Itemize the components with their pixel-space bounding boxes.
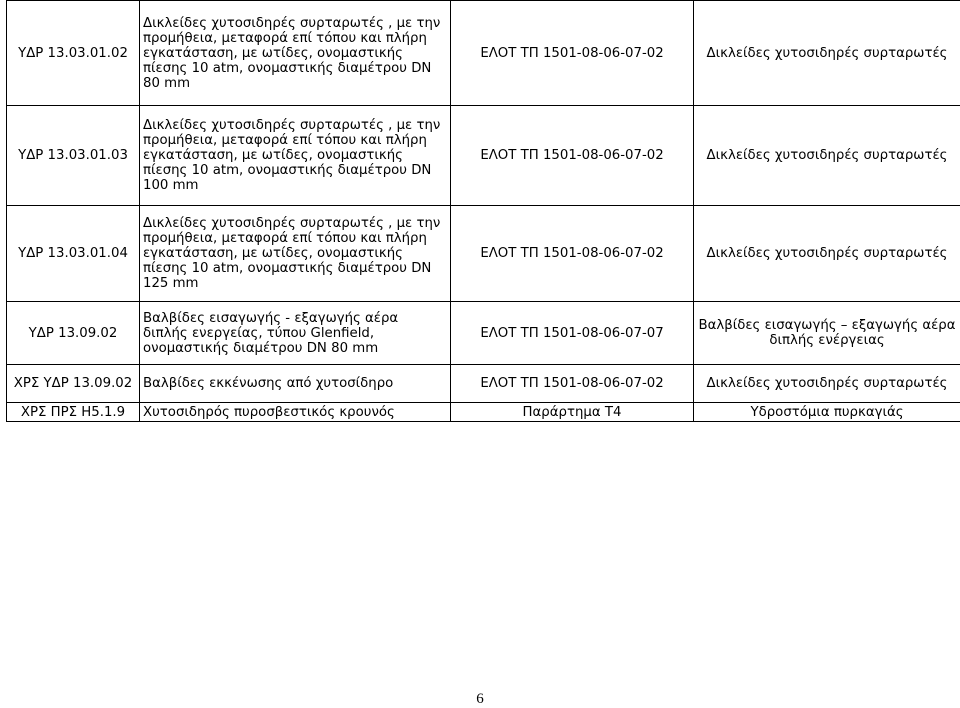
item-category: Δικλείδες χυτοσιδηρές συρταρωτές <box>694 1 960 106</box>
item-standard: Παράρτημα Τ4 <box>451 403 694 422</box>
item-description: Δικλείδες χυτοσιδηρές συρταρωτές , με την προμήθεια, μεταφορά επί τόπου και πλήρη εγκατάσταση, με ωτίδες, ονομαστικής πίεσης 10 atm, ονομαστικής διαμέτρου DN 125 mm <box>140 206 451 302</box>
item-description: Βαλβίδες εκκένωσης από χυτοσίδηρο <box>140 365 451 403</box>
table-row <box>7 1 960 106</box>
item-code: ΥΔΡ 13.09.02 <box>7 302 140 365</box>
item-standard: ΕΛΟΤ ΤΠ 1501-08-06-07-07 <box>451 302 694 365</box>
item-description: Δικλείδες χυτοσιδηρές συρταρωτές , με την προμήθεια, μεταφορά επί τόπου και πλήρη εγκατάσταση, με ωτίδες, ονομαστικής πίεσης 10 atm, ονομαστικής διαμέτρου DN 100 mm <box>140 106 451 206</box>
item-standard: ΕΛΟΤ ΤΠ 1501-08-06-07-02 <box>451 106 694 206</box>
table-row <box>7 302 960 365</box>
item-standard: ΕΛΟΤ ΤΠ 1501-08-06-07-02 <box>451 365 694 403</box>
table-row <box>7 403 960 422</box>
item-code: ΥΔΡ 13.03.01.02 <box>7 1 140 106</box>
item-category: Δικλείδες χυτοσιδηρές συρταρωτές <box>694 106 960 206</box>
item-description: Βαλβίδες εισαγωγής - εξαγωγής αέρα διπλής ενεργείας, τύπου Glenfield, ονομαστικής διαμέτρου DN 80 mm <box>140 302 451 365</box>
item-code: ΥΔΡ 13.03.01.04 <box>7 206 140 302</box>
table-row <box>7 106 960 206</box>
item-category: Βαλβίδες εισαγωγής – εξαγωγής αέρα διπλής ενέργειας <box>694 302 960 365</box>
item-category: Δικλείδες χυτοσιδηρές συρταρωτές <box>694 365 960 403</box>
item-description: Δικλείδες χυτοσιδηρές συρταρωτές , με την προμήθεια, μεταφορά επί τόπου και πλήρη εγκατάσταση, με ωτίδες, ονομαστικής πίεσης 10 atm, ονομαστικής διαμέτρου DN 80 mm <box>140 1 451 106</box>
item-category: Δικλείδες χυτοσιδηρές συρταρωτές <box>694 206 960 302</box>
item-code: ΥΔΡ 13.03.01.03 <box>7 106 140 206</box>
item-description: Χυτοσιδηρός πυροσβεστικός κρουνός <box>140 403 451 422</box>
item-category: Υδροστόμια πυρκαγιάς <box>694 403 960 422</box>
item-standard: ΕΛΟΤ ΤΠ 1501-08-06-07-02 <box>451 1 694 106</box>
item-standard: ΕΛΟΤ ΤΠ 1501-08-06-07-02 <box>451 206 694 302</box>
page-number: 6 <box>476 691 484 707</box>
specification-table <box>6 0 960 422</box>
item-code: ΧΡΣ ΥΔΡ 13.09.02 <box>7 365 140 403</box>
table-row <box>7 206 960 302</box>
table-row <box>7 365 960 403</box>
item-code: ΧΡΣ ΠΡΣ Η5.1.9 <box>7 403 140 422</box>
